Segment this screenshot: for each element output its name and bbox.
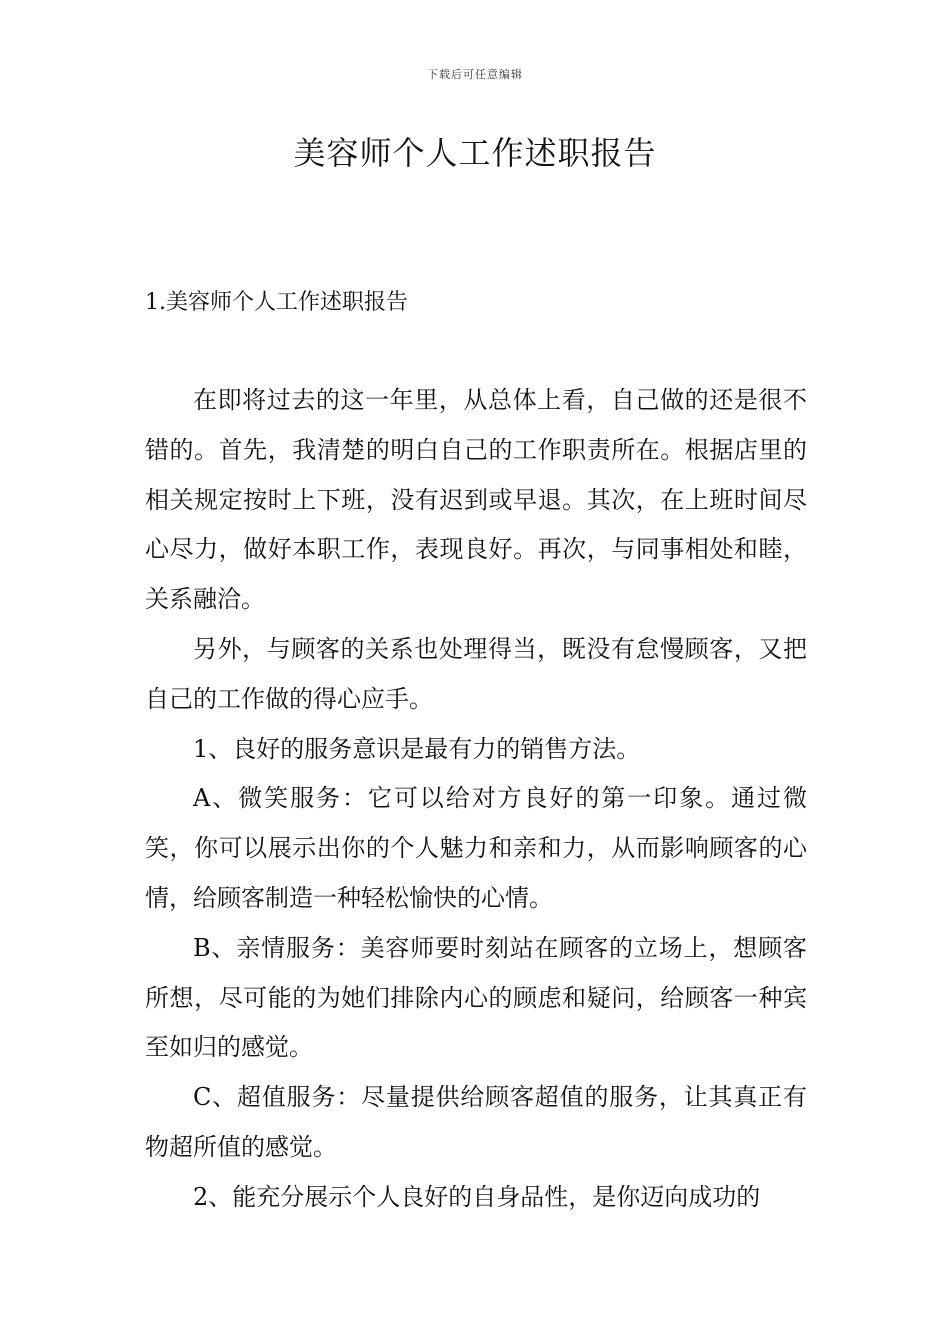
paragraph: 2、能充分展示个人良好的自身品性，是你迈向成功的 — [193, 1182, 761, 1211]
paragraph: A、微笑服务：它可以给对方良好的第一印象。通过微笑，你可以展示出你的个人魅力和亲和力，从而影响顾客的心情，给顾客制造一种轻松愉快的心情。 — [145, 784, 807, 912]
section-heading: 1.美容师个人工作述职报告 — [145, 290, 408, 315]
paragraph: 另外，与顾客的关系也处理得当，既没有怠慢顾客，又把自己的工作做的得心应手。 — [145, 634, 807, 713]
body-text — [145, 376, 807, 1223]
document-title: 美容师个人工作述职报告 — [293, 134, 657, 172]
paragraph: C、超值服务：尽量提供给顾客超值的服务，让其真正有物超所值的感觉。 — [145, 1083, 807, 1161]
paragraph: B、亲情服务：美容师要时刻站在顾客的立场上，想顾客所想，尽可能的为她们排除内心的顾虑和疑问，给顾客一种宾至如归的感觉。 — [145, 933, 807, 1062]
paragraph: 1、良好的服务意识是最有力的销售方法。 — [193, 734, 641, 763]
header-note: 下载后可任意编辑 — [427, 68, 523, 81]
paragraph: 在即将过去的这一年里，从总体上看，自己做的还是很不错的。首先，我清楚的明白自己的工作职责所在。根据店里的相关规定按时上下班，没有迟到或早退。其次，在上班时间尽心尽力，做好本职工作，表现良好。再次，与同事相处和睦，关系融洽。 — [145, 386, 807, 614]
